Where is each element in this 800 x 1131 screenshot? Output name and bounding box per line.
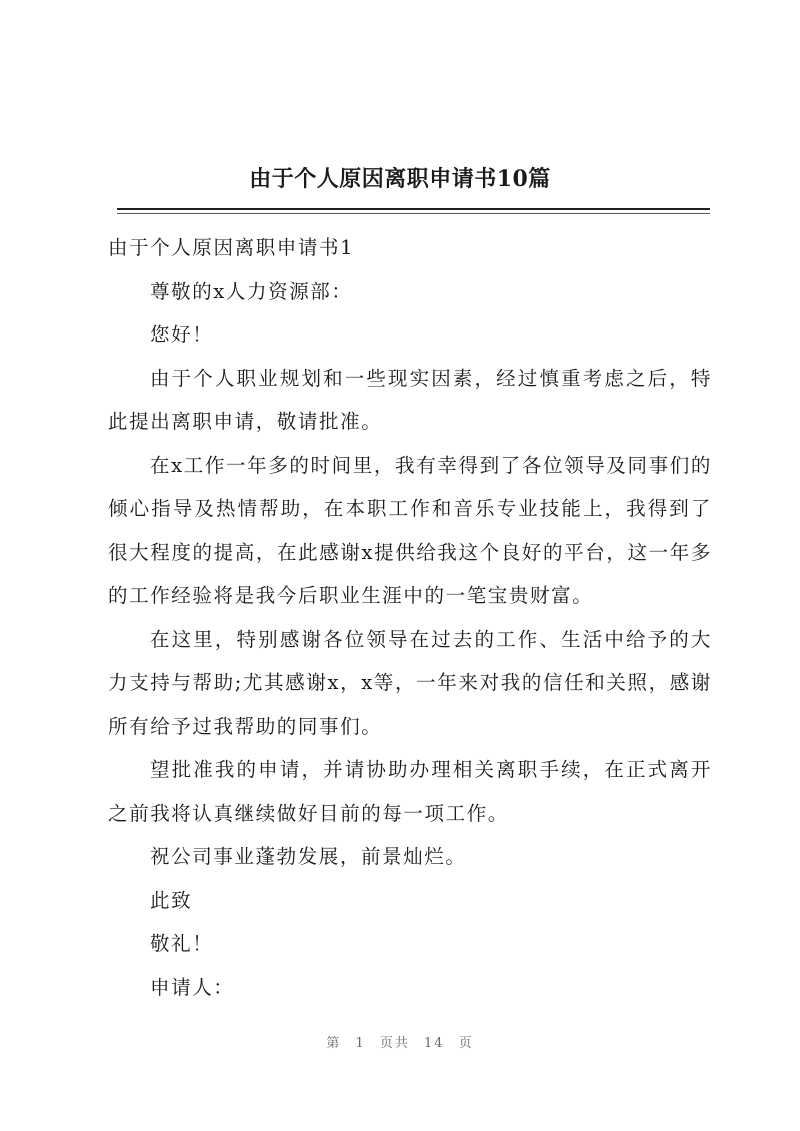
page-footer	[0, 1032, 800, 1051]
body-paragraph: 在x工作一年多的时间里，我有幸得到了各位领导及同事们的倾心指导及热情帮助，在本职工作和音乐专业技能上，我得到了很大程度的提高，在此感谢x提供给我这个良好的平台，这一年多的工作经验将是我今后职业生涯中的一笔宝贵财富。	[108, 453, 712, 607]
title-divider	[117, 208, 710, 210]
body-paragraph: 由于个人职业规划和一些现实因素，经过慎重考虑之后，特此提出离职申请，敬请批准。	[108, 366, 712, 433]
salutation: 尊敬的x人力资源部：	[150, 279, 353, 303]
greeting: 您好！	[150, 323, 214, 346]
body-paragraph: 在这里，特别感谢各位领导在过去的工作、生活中给予的大力支持与帮助;尤其感谢x，x等，一年来对我的信任和关照，感谢所有给予过我帮助的同事们。	[108, 627, 712, 738]
footer-total-pages: 14	[424, 1036, 445, 1051]
body-paragraph: 望批准我的申请，并请协助办理相关离职手续，在正式离开之前我将认真继续做好目前的每一项工作。	[108, 758, 712, 825]
footer-suffix: 页	[458, 1036, 474, 1051]
section-heading: 由于个人原因离职申请书1	[108, 236, 355, 259]
footer-prefix: 第	[326, 1036, 342, 1051]
applicant-label: 申请人：	[150, 975, 235, 999]
closing-line: 此致	[150, 888, 193, 912]
letter-body	[108, 226, 712, 1009]
body-paragraph: 祝公司事业蓬勃发展，前景灿烂。	[150, 845, 467, 868]
page-title: 由于个人原因离职申请书10篇	[249, 166, 551, 192]
closing-salute: 敬礼！	[150, 932, 214, 955]
footer-current-page: 1	[355, 1036, 366, 1051]
title-divider-thin	[117, 213, 710, 214]
footer-middle: 页共	[379, 1036, 410, 1051]
